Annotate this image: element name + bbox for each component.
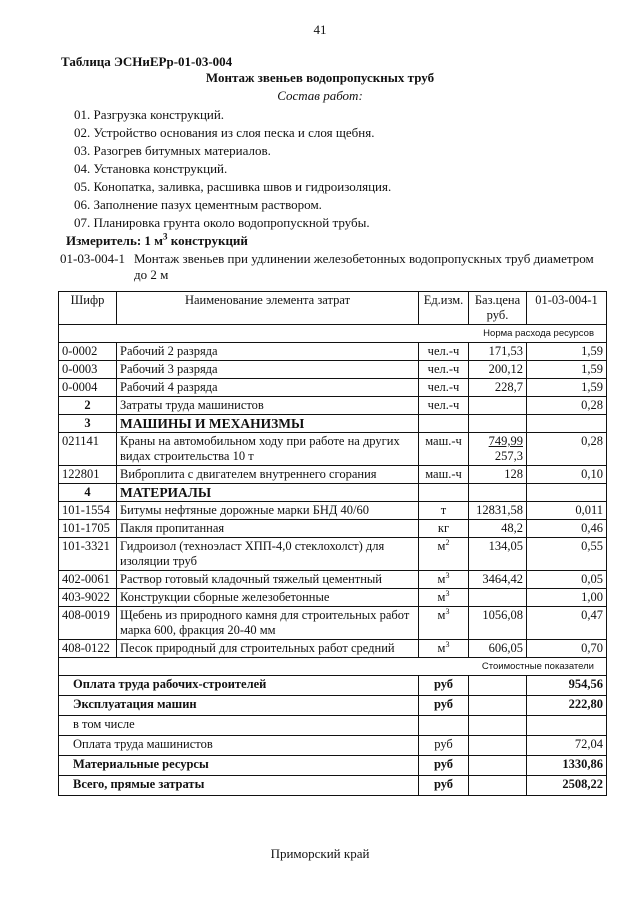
row-value: 0,47 xyxy=(527,607,607,640)
section-code: 4 xyxy=(59,484,117,502)
cost-value: 2508,22 xyxy=(527,776,607,796)
row-value: 0,55 xyxy=(527,538,607,571)
row-name: Битумы нефтяные дорожные марки БНД 40/60 xyxy=(117,502,419,520)
header-name: Наименование элемента затрат xyxy=(117,292,419,325)
row-code: 402-0061 xyxy=(59,571,117,589)
row-code: 0-0004 xyxy=(59,379,117,397)
row-unit: $м^3$ xyxy=(419,607,469,640)
row-value: 0,05 xyxy=(527,571,607,589)
header-price: Баз.цена руб. xyxy=(469,292,527,325)
cost-note: Стоимостные показатели xyxy=(59,658,607,676)
cost-value: 72,04 xyxy=(527,736,607,756)
work-item: 02. Устройство основания из слоя песка и слоя щебня. xyxy=(74,125,375,140)
row-code: 408-0019 xyxy=(59,607,117,640)
section-title: Монтаж звеньев водопропускных труб xyxy=(205,70,435,85)
header-norm: 01-03-004-1 xyxy=(527,292,607,325)
row-value: 0,011 xyxy=(527,502,607,520)
table-row xyxy=(59,520,607,538)
work-item: 04. Установка конструкций. xyxy=(74,161,228,176)
cost-unit: руб xyxy=(419,736,469,756)
row-price: 128 xyxy=(469,466,527,484)
cost-row xyxy=(59,736,607,756)
cost-unit: руб xyxy=(419,696,469,716)
table-row xyxy=(59,589,607,607)
item-description: Монтаж звеньев при удлинении железобетонных водопропускных труб диаметром до 2 м xyxy=(134,251,594,282)
table-row xyxy=(59,466,607,484)
cost-label: Оплата труда машинистов xyxy=(59,736,419,756)
work-item: 03. Разогрев битумных материалов. xyxy=(74,143,271,158)
row-name: Пакля пропитанная xyxy=(117,520,419,538)
table-row xyxy=(59,397,607,415)
cost-value: 1330,86 xyxy=(527,756,607,776)
cost-including: в том числе xyxy=(59,716,419,736)
row-unit: $м^2$ xyxy=(419,538,469,571)
table-row xyxy=(59,640,607,658)
table-row xyxy=(59,379,607,397)
row-value: 0,28 xyxy=(527,397,607,415)
table-row xyxy=(59,502,607,520)
cost-label: Материальные ресурсы xyxy=(59,756,419,776)
work-item: 01. Разгрузка конструкций. xyxy=(74,107,225,122)
row-price: 606,05 xyxy=(469,640,527,658)
row-unit: кг xyxy=(419,520,469,538)
row-value: 0,46 xyxy=(527,520,607,538)
row-price: 749,99 257,3 xyxy=(469,433,527,466)
section-row xyxy=(59,415,607,433)
row-value: 1,00 xyxy=(527,589,607,607)
row-price: 48,2 xyxy=(469,520,527,538)
composition-title: Состав работ: xyxy=(277,88,363,103)
cost-row xyxy=(59,696,607,716)
section-title-machines: МАШИНЫ И МЕХАНИЗМЫ xyxy=(117,415,419,433)
row-name: Виброплита с двигателем внутреннего сгорания xyxy=(117,466,419,484)
table-row xyxy=(59,538,607,571)
table-title: Таблица ЭСНиЕРр-01-03-004 xyxy=(61,54,233,69)
row-code: 403-9022 xyxy=(59,589,117,607)
row-price xyxy=(469,397,527,415)
cost-row xyxy=(59,756,607,776)
row-unit: чел.-ч xyxy=(419,343,469,361)
cost-value: 222,80 xyxy=(527,696,607,716)
page-number: 41 xyxy=(313,22,327,37)
cost-unit: руб xyxy=(419,676,469,696)
header-unit: Ед.изм. xyxy=(419,292,469,325)
row-name: Песок природный для строительных работ средний xyxy=(117,640,419,658)
row-code: 101-1705 xyxy=(59,520,117,538)
row-name: Краны на автомобильном ходу при работе на других видах строительства 10 т xyxy=(117,433,419,466)
section-code: 3 xyxy=(59,415,117,433)
table-row xyxy=(59,607,607,640)
row-price xyxy=(469,589,527,607)
table-row xyxy=(59,571,607,589)
row-unit: $м^3$ xyxy=(419,589,469,607)
resource-table xyxy=(58,291,607,796)
row-name: Рабочий 2 разряда xyxy=(117,343,419,361)
row-unit: чел.-ч xyxy=(419,397,469,415)
cost-label: Оплата труда рабочих-строителей xyxy=(59,676,419,696)
footer-region: Приморский край xyxy=(270,846,370,861)
row-code: 0-0002 xyxy=(59,343,117,361)
row-price: 134,05 xyxy=(469,538,527,571)
row-code: 122801 xyxy=(59,466,117,484)
row-price: 171,53 xyxy=(469,343,527,361)
row-price: 200,12 xyxy=(469,361,527,379)
cost-note-row xyxy=(59,658,607,676)
row-name: Рабочий 4 разряда xyxy=(117,379,419,397)
row-value: 1,59 xyxy=(527,343,607,361)
row-unit: чел.-ч xyxy=(419,379,469,397)
row-value: 0,10 xyxy=(527,466,607,484)
section-row xyxy=(59,484,607,502)
row-code: 408-0122 xyxy=(59,640,117,658)
row-name: Щебень из природного камня для строительных работ марка 600, фракция 20-40 мм xyxy=(117,607,419,640)
cost-row xyxy=(59,716,607,736)
row-name: Рабочий 3 разряда xyxy=(117,361,419,379)
row-value: 0,70 xyxy=(527,640,607,658)
measure-unit: Измеритель: 1 $м^3$ конструкций xyxy=(66,231,248,248)
item-code: 01-03-004-1 xyxy=(60,251,125,266)
row-code: 2 xyxy=(59,397,117,415)
row-code: 101-3321 xyxy=(59,538,117,571)
row-code: 0-0003 xyxy=(59,361,117,379)
table-row xyxy=(59,343,607,361)
norm-note: Норма расхода ресурсов xyxy=(59,325,607,343)
row-price: 12831,58 xyxy=(469,502,527,520)
cost-label: Эксплуатация машин xyxy=(59,696,419,716)
row-unit: $м^3$ xyxy=(419,571,469,589)
row-unit: т xyxy=(419,502,469,520)
row-name: Затраты труда машинистов xyxy=(117,397,419,415)
row-name: Раствор готовый кладочный тяжелый цементный xyxy=(117,571,419,589)
cost-unit: руб xyxy=(419,776,469,796)
row-unit: $м^3$ xyxy=(419,640,469,658)
row-price: 1056,08 xyxy=(469,607,527,640)
cost-value: 954,56 xyxy=(527,676,607,696)
row-name: Гидроизол (техноэласт ХПП-4,0 стеклохолст) для изоляции труб xyxy=(117,538,419,571)
norm-note-row xyxy=(59,325,607,343)
cost-unit: руб xyxy=(419,756,469,776)
row-code: 101-1554 xyxy=(59,502,117,520)
header-code: Шифр xyxy=(59,292,117,325)
work-item: 06. Заполнение пазух цементным раствором. xyxy=(74,197,322,212)
section-title-materials: МАТЕРИАЛЫ xyxy=(117,484,419,502)
row-value: 0,28 xyxy=(527,433,607,466)
row-unit: маш.-ч xyxy=(419,433,469,466)
table-row xyxy=(59,433,607,466)
row-value: 1,59 xyxy=(527,379,607,397)
row-price: 228,7 xyxy=(469,379,527,397)
row-code: 021141 xyxy=(59,433,117,466)
table-row xyxy=(59,361,607,379)
cost-row xyxy=(59,676,607,696)
work-item: 05. Конопатка, заливка, расшивка швов и гидроизоляция. xyxy=(74,179,392,194)
row-price: 3464,42 xyxy=(469,571,527,589)
row-unit: маш.-ч xyxy=(419,466,469,484)
cost-row xyxy=(59,776,607,796)
row-value: 1,59 xyxy=(527,361,607,379)
row-name: Конструкции сборные железобетонные xyxy=(117,589,419,607)
table-header-row xyxy=(59,292,607,325)
cost-label: Всего, прямые затраты xyxy=(59,776,419,796)
row-unit: чел.-ч xyxy=(419,361,469,379)
work-item: 07. Планировка грунта около водопропускной трубы. xyxy=(74,215,370,230)
